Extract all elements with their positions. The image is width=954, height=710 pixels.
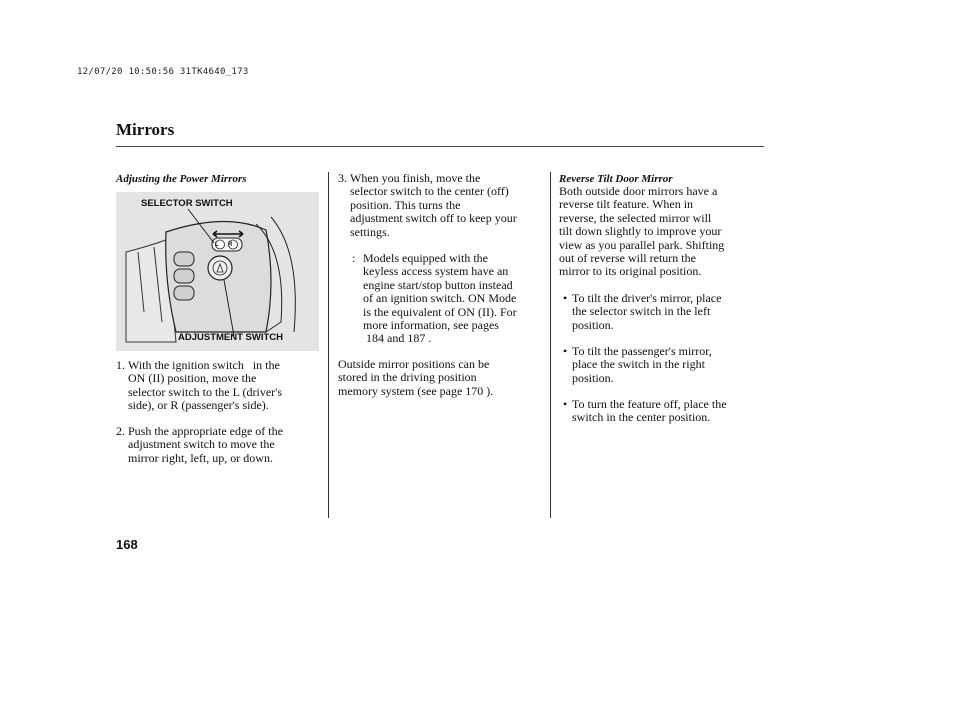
- step-1-number: 1.: [116, 358, 125, 372]
- switch-letter-r: R: [228, 242, 233, 248]
- step-1-line: ON (II) position, move the: [128, 371, 257, 386]
- bullet-line: To tilt the passenger's mirror,: [572, 344, 712, 358]
- step-3-line: position. This turns the: [350, 197, 461, 212]
- step-2-line: Push the appropriate edge of the: [128, 424, 283, 438]
- bullet-line: position.: [572, 370, 614, 385]
- note-line: 184 and 187 .: [363, 331, 432, 346]
- step-3-line: settings.: [350, 224, 390, 239]
- note-line: keyless access system have an: [363, 264, 509, 279]
- bullet-line: place the switch in the right: [572, 357, 705, 372]
- note-line: is the equivalent of ON (II). For: [363, 304, 517, 319]
- note-line: Models equipped with the: [363, 251, 488, 265]
- intro-line: reverse tilt feature. When in: [559, 197, 694, 212]
- intro-line: Both outside door mirrors have a: [559, 184, 718, 198]
- intro-line: tilt down slightly to improve your: [559, 224, 722, 239]
- memory-paragraph: [338, 358, 548, 398]
- step-3-number: 3.: [338, 171, 347, 185]
- step-2-line: adjustment switch to move the: [128, 437, 275, 452]
- intro-line: view as you parallel park. Shifting: [559, 237, 725, 252]
- bullet-line: the selector switch in the left: [572, 304, 711, 319]
- note-line: of an ignition switch. ON Mode: [363, 291, 517, 306]
- keyless-note: [350, 252, 548, 346]
- step-2-text: [116, 425, 321, 465]
- section-subhead-reverse-tilt: Reverse Tilt Door Mirror: [559, 173, 673, 185]
- memory-line: memory system (see page 170 ).: [338, 383, 494, 398]
- intro-line: out of reverse will return the: [559, 251, 696, 266]
- intro-line: mirror to its original position.: [559, 264, 702, 279]
- bullet-marker: •: [563, 397, 568, 411]
- step-3-line: selector switch to the center (off): [350, 184, 509, 199]
- step-1-line: With the ignition switch in the: [128, 358, 280, 372]
- section-subhead-power-mirrors: Adjusting the Power Mirrors: [116, 173, 247, 185]
- bullet-item: [563, 398, 759, 425]
- page-title: Mirrors: [116, 120, 175, 139]
- page-number: 168: [116, 537, 138, 552]
- door-panel-illustration: [116, 192, 319, 351]
- print-stamp: 12/07/20 10:50:56 31TK4640_173: [77, 67, 249, 77]
- step-2: [116, 425, 321, 465]
- bullet-text: [563, 345, 759, 385]
- bullet-text: [563, 292, 759, 332]
- selector-switch-label: SELECTOR SWITCH: [141, 198, 233, 209]
- bullet-item: [563, 292, 759, 332]
- title-rule: [116, 146, 764, 147]
- bullet-marker: •: [563, 291, 568, 305]
- bullet-line: switch in the center position.: [572, 410, 711, 425]
- bullet-line: To turn the feature off, place the: [572, 397, 727, 411]
- column-divider-1: [328, 172, 329, 518]
- step-1-line: side), or R (passenger's side).: [128, 398, 269, 413]
- bullet-line: position.: [572, 317, 614, 332]
- bullet-text: [563, 398, 759, 425]
- memory-line: stored in the driving position: [338, 370, 477, 385]
- note-line: more information, see pages: [363, 318, 499, 333]
- intro-line: reverse, the selected mirror will: [559, 210, 712, 225]
- step-1-text: [116, 359, 321, 413]
- memory-line: Outside mirror positions can be: [338, 357, 490, 371]
- column-divider-2: [550, 172, 551, 518]
- note-marker: :: [352, 251, 356, 265]
- note-line: engine start/stop button instead: [363, 277, 513, 292]
- switch-letter-l: L: [215, 242, 219, 248]
- step-1: [116, 359, 321, 413]
- step-2-line: mirror right, left, up, or down.: [128, 450, 273, 465]
- reverse-tilt-intro: [559, 185, 759, 279]
- mirror-switch-figure: [116, 192, 319, 351]
- note-text: [350, 252, 548, 346]
- step-3: [338, 172, 548, 239]
- step-2-number: 2.: [116, 424, 125, 438]
- bullet-item: [563, 345, 759, 385]
- adjustment-switch-label: ADJUSTMENT SWITCH: [178, 332, 284, 343]
- step-3-line: When you finish, move the: [350, 171, 481, 185]
- step-3-text: [338, 172, 548, 239]
- bullet-marker: •: [563, 344, 568, 358]
- step-1-line: selector switch to the L (driver's: [128, 384, 283, 399]
- bullet-line: To tilt the driver's mirror, place: [572, 291, 722, 305]
- step-3-line: adjustment switch off to keep your: [350, 211, 517, 226]
